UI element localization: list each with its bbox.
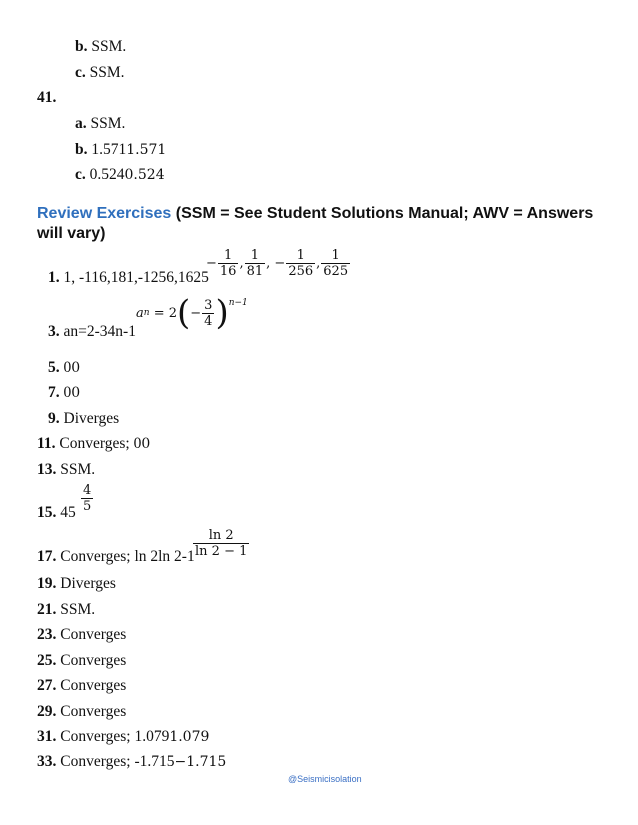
answer-text: Converges; ln 2ln 2-1 bbox=[60, 548, 195, 565]
answer-math: 0 bbox=[71, 385, 81, 401]
answer-11 bbox=[37, 435, 150, 453]
answer-17-math bbox=[192, 528, 250, 559]
answer-text: Converges bbox=[60, 703, 127, 720]
answer-27 bbox=[37, 677, 126, 695]
answer-label: b. bbox=[75, 141, 88, 158]
numerator: 3 bbox=[204, 297, 213, 313]
answer-label: 21. bbox=[37, 601, 57, 618]
fraction bbox=[81, 483, 93, 514]
answer-text: SSM. bbox=[89, 64, 125, 81]
answer-label: 33. bbox=[37, 753, 57, 770]
minus-sign: − bbox=[206, 256, 217, 271]
minus-sign: − bbox=[190, 305, 202, 321]
denominator: 4 bbox=[204, 313, 213, 329]
answer-41a bbox=[75, 115, 125, 133]
answer-1 bbox=[48, 269, 209, 287]
answer-label: 13. bbox=[37, 461, 57, 478]
answer-9 bbox=[48, 410, 119, 428]
answer-15-math bbox=[80, 483, 94, 514]
answer-b bbox=[75, 38, 126, 56]
answer-3 bbox=[48, 323, 136, 341]
math-exponent: n−1 bbox=[228, 298, 248, 308]
answer-label: c. bbox=[75, 64, 86, 81]
numerator: 1 bbox=[296, 248, 305, 263]
answer-label: 27. bbox=[37, 677, 57, 694]
separator: , − bbox=[266, 256, 286, 271]
answer-math: 1.079 bbox=[169, 729, 210, 745]
answer-math: 0 bbox=[141, 436, 151, 452]
answer-label: 17. bbox=[37, 548, 57, 565]
answer-math: 0.524 bbox=[124, 167, 165, 183]
answer-25 bbox=[37, 652, 126, 670]
answer-text: 0 bbox=[63, 359, 72, 376]
answer-label: 15. bbox=[37, 504, 57, 521]
answer-text: Diverges bbox=[60, 575, 116, 592]
answer-label: 3. bbox=[48, 323, 60, 340]
separator: , bbox=[316, 256, 321, 271]
denominator: 5 bbox=[83, 499, 92, 514]
denominator: 625 bbox=[323, 264, 349, 279]
answer-text: Diverges bbox=[63, 410, 120, 427]
answer-text: 0.524 bbox=[89, 166, 125, 183]
denominator: 16 bbox=[219, 264, 237, 279]
answer-math: 0 bbox=[71, 360, 81, 376]
answer-text: Converges; 1.079 bbox=[60, 728, 170, 745]
denominator: ln 2 − 1 bbox=[195, 544, 248, 559]
answer-19 bbox=[37, 575, 116, 593]
answer-41b bbox=[75, 141, 166, 159]
answer-31 bbox=[37, 728, 209, 746]
separator: , bbox=[239, 256, 244, 271]
answer-29 bbox=[37, 703, 126, 721]
answer-41c bbox=[75, 166, 165, 184]
denominator: 256 bbox=[288, 264, 314, 279]
answer-c bbox=[75, 64, 125, 82]
watermark: @Seismicisolation bbox=[288, 774, 362, 784]
answer-label: 31. bbox=[37, 728, 57, 745]
answer-text: 1.571 bbox=[91, 141, 127, 158]
answer-text: an=2-34n-1 bbox=[63, 323, 136, 340]
answer-label: 25. bbox=[37, 652, 57, 669]
answer-text: Converges bbox=[60, 626, 127, 643]
math-equals: = 2 bbox=[149, 305, 177, 321]
fraction bbox=[286, 248, 315, 279]
answer-3-math bbox=[136, 293, 248, 333]
answer-label: 7. bbox=[48, 384, 60, 401]
numerator: 4 bbox=[83, 483, 92, 498]
answer-text: Converges bbox=[60, 652, 127, 669]
answer-text: SSM. bbox=[60, 601, 96, 618]
answer-label: 19. bbox=[37, 575, 57, 592]
fraction bbox=[193, 528, 249, 559]
answer-text: SSM. bbox=[90, 115, 126, 132]
answer-17 bbox=[37, 548, 195, 566]
section-title: Review Exercises bbox=[37, 205, 172, 222]
answer-label: 1. bbox=[48, 269, 60, 286]
answer-text: Converges bbox=[60, 677, 127, 694]
answer-13 bbox=[37, 461, 95, 479]
section-header bbox=[37, 204, 607, 244]
answer-label: 9. bbox=[48, 410, 60, 427]
answer-label: 5. bbox=[48, 359, 60, 376]
denominator: 81 bbox=[246, 264, 264, 279]
answer-label: b. bbox=[75, 38, 88, 55]
answer-label: 23. bbox=[37, 626, 57, 643]
answer-33 bbox=[37, 753, 226, 771]
numerator: 1 bbox=[250, 248, 259, 263]
section-subtitle: (SSM = See Student Solutions Manual; AWV = Answers will vary) bbox=[37, 205, 594, 242]
fraction bbox=[218, 248, 239, 279]
answer-21 bbox=[37, 601, 95, 619]
answer-label: 29. bbox=[37, 703, 57, 720]
close-paren: ) bbox=[215, 293, 229, 333]
answer-15 bbox=[37, 504, 76, 522]
math-subscript: n bbox=[143, 308, 150, 318]
answer-math: −1.715 bbox=[174, 754, 227, 770]
open-paren: ( bbox=[177, 293, 191, 333]
answer-label: 11. bbox=[37, 435, 56, 452]
answer-1-math bbox=[206, 248, 351, 279]
answer-text: SSM. bbox=[60, 461, 96, 478]
answer-text: 0 bbox=[63, 384, 72, 401]
answer-label: c. bbox=[75, 166, 86, 183]
answer-5 bbox=[48, 359, 80, 377]
question-41-number: 41. bbox=[37, 89, 57, 106]
answer-text: 45 bbox=[60, 504, 76, 521]
answer-math: 1.571 bbox=[126, 142, 167, 158]
answer-label: a. bbox=[75, 115, 87, 132]
answer-text: SSM. bbox=[91, 38, 127, 55]
math-variable: a bbox=[136, 305, 144, 321]
answer-text: Converges; 0 bbox=[59, 435, 142, 452]
answer-text: 1, -116,181,-1256,1625 bbox=[63, 269, 209, 286]
answer-text: Converges; -1.715 bbox=[60, 753, 175, 770]
numerator: 1 bbox=[331, 248, 340, 263]
answer-23 bbox=[37, 626, 126, 644]
fraction bbox=[202, 298, 214, 329]
numerator: ln 2 bbox=[208, 528, 234, 543]
numerator: 1 bbox=[224, 248, 233, 263]
fraction bbox=[245, 248, 266, 279]
fraction bbox=[321, 248, 350, 279]
answer-7 bbox=[48, 384, 80, 402]
